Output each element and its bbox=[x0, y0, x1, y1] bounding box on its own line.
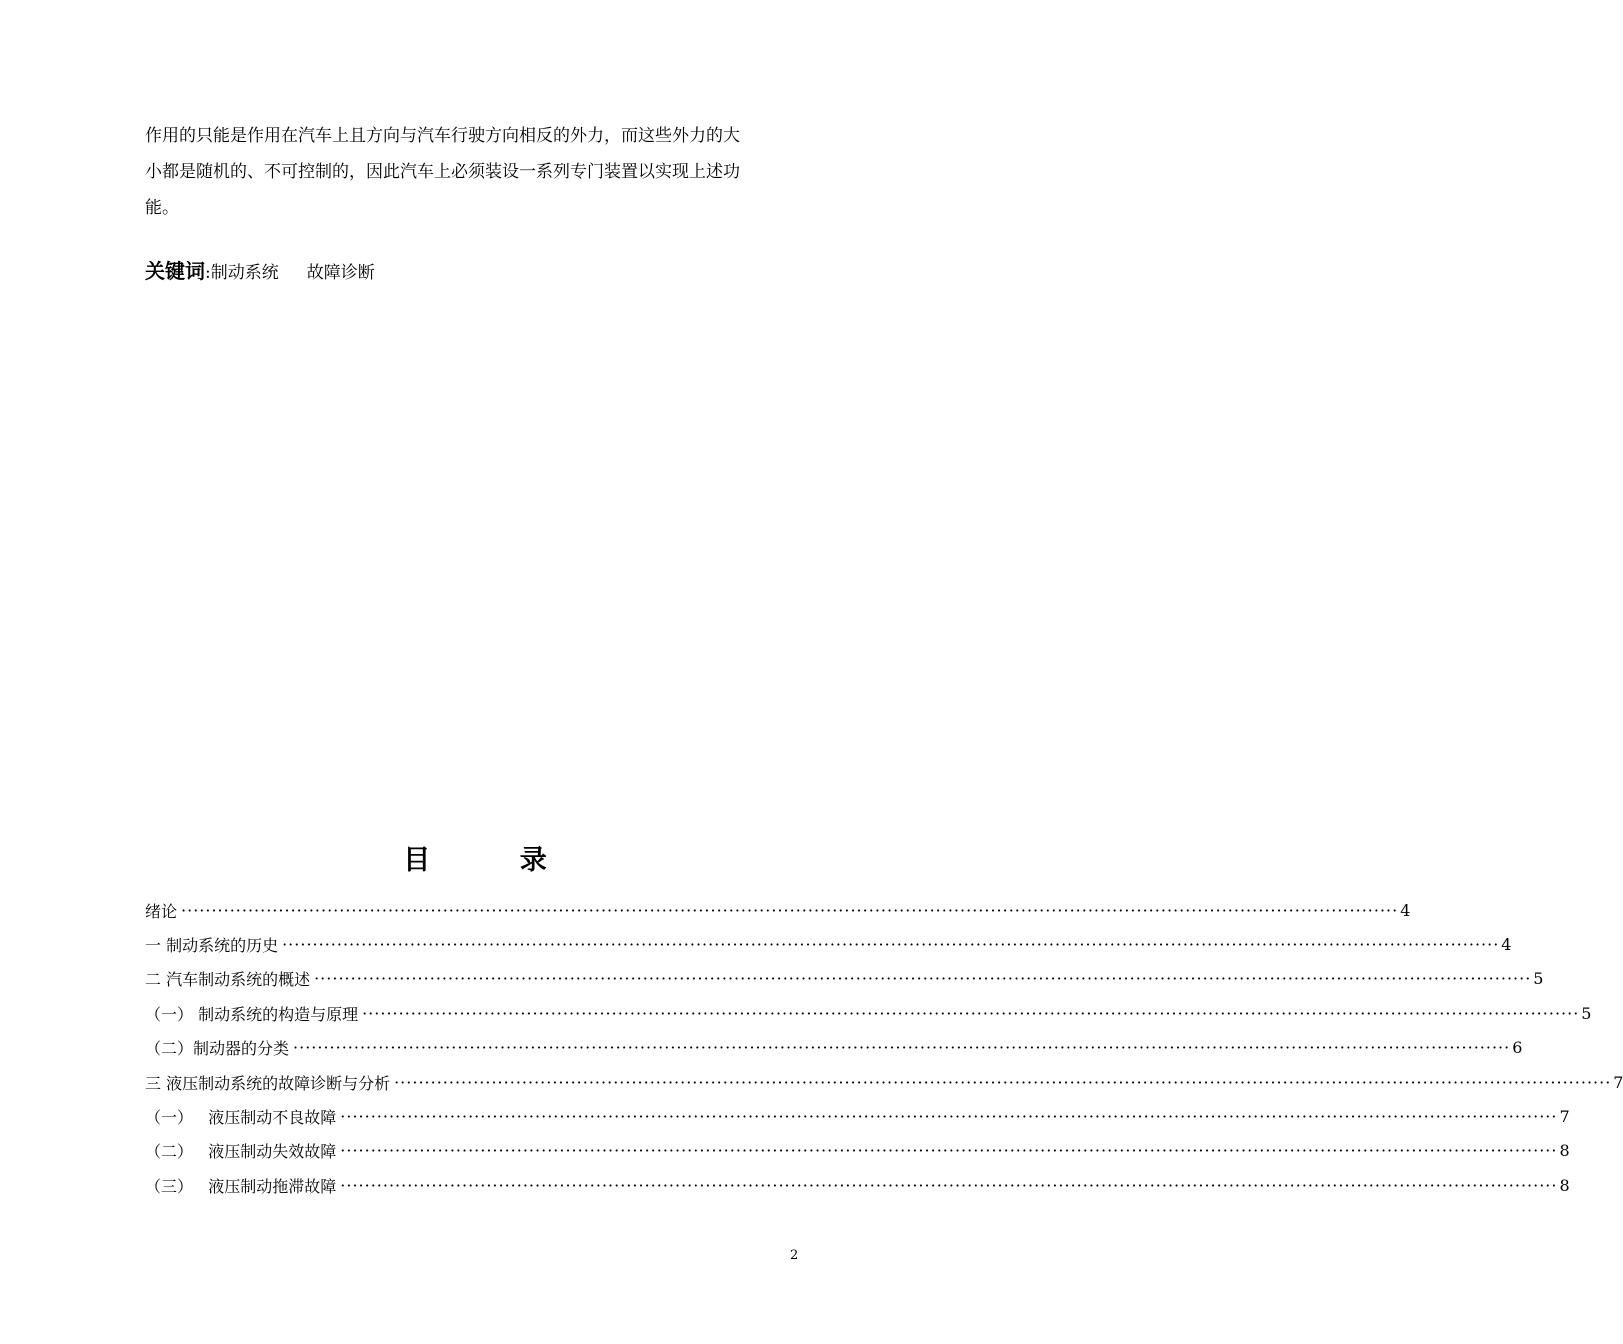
toc-dot-leader: ········································································································································································································ bbox=[340, 1107, 1558, 1127]
toc-entry[interactable] bbox=[145, 1134, 1570, 1168]
toc-entry-label: 三 液压制动系统的故障诊断与分析 bbox=[145, 1073, 391, 1093]
keyword-fault-diagnosis: 故障诊断 bbox=[306, 263, 375, 283]
toc-dot-leader: ········································································································································································································ bbox=[314, 969, 1532, 989]
toc-entry-page: 7 bbox=[1559, 1107, 1570, 1127]
toc-entry-page: 8 bbox=[1559, 1141, 1570, 1161]
toc-entry-page: 8 bbox=[1559, 1175, 1570, 1195]
toc-entry-label: 绪论 bbox=[145, 901, 178, 921]
keyword-braking-system: 制动系统 bbox=[210, 263, 279, 283]
toc-dot-leader: ········································································································································································································ bbox=[340, 1175, 1558, 1195]
toc-dot-leader: ········································································································································································································ bbox=[362, 1003, 1580, 1023]
keywords bbox=[145, 255, 375, 284]
keywords-label: 关键词 bbox=[145, 259, 205, 283]
keywords-colon: : bbox=[205, 263, 211, 283]
toc-entry-label: （二）制动器的分类 bbox=[145, 1039, 290, 1059]
toc-entry[interactable] bbox=[145, 996, 1592, 1030]
page-number: 2 bbox=[790, 1248, 799, 1263]
toc-entry-label: （三） 液压制动拖滞故障 bbox=[145, 1176, 337, 1196]
toc-entry-page: 4 bbox=[1501, 935, 1512, 955]
abstract-line-1: 作用的只能是作用在汽车上且方向与汽车行驶方向相反的外力，而这些外力的大 bbox=[145, 126, 740, 146]
toc-entry-page: 5 bbox=[1533, 969, 1544, 989]
toc-entry-label: （一） 制动系统的构造与原理 bbox=[145, 1004, 359, 1024]
toc-entry-page: 6 bbox=[1512, 1038, 1523, 1058]
toc-dot-leader: ········································································································································································································ bbox=[181, 900, 1399, 920]
toc-entry-page: 5 bbox=[1581, 1003, 1592, 1023]
toc-entry-label: 一 制动系统的历史 bbox=[145, 936, 279, 956]
toc-dot-leader: ········································································································································································································ bbox=[340, 1141, 1558, 1161]
abstract-line-2: 小都是随机的、不可控制的，因此汽车上必须装设一系列专门装置以实现上述功 bbox=[145, 162, 740, 182]
toc-title: 目 录 bbox=[403, 845, 587, 876]
toc-entry-label: （二） 液压制动失效故障 bbox=[145, 1142, 337, 1162]
toc-entry[interactable] bbox=[145, 1168, 1570, 1202]
toc-entry[interactable] bbox=[145, 1065, 1623, 1099]
toc-entry[interactable] bbox=[145, 893, 1411, 927]
toc-entry-page: 7 bbox=[1613, 1072, 1623, 1092]
toc-entry[interactable] bbox=[145, 927, 1512, 961]
toc-dot-leader: ········································································································································································································ bbox=[282, 935, 1500, 955]
toc-dot-leader: ········································································································································································································ bbox=[293, 1038, 1511, 1058]
toc-entry[interactable] bbox=[145, 1031, 1523, 1065]
table-of-contents bbox=[145, 893, 1623, 1203]
toc-entry[interactable] bbox=[145, 1099, 1570, 1133]
toc-entry-label: 二 汽车制动系统的概述 bbox=[145, 970, 311, 990]
abstract-line-3: 能。 bbox=[145, 198, 179, 218]
toc-entry[interactable] bbox=[145, 962, 1544, 996]
toc-dot-leader: ········································································································································································································ bbox=[394, 1072, 1612, 1092]
toc-entry-page: 4 bbox=[1400, 900, 1411, 920]
toc-entry-label: （一） 液压制动不良故障 bbox=[145, 1108, 337, 1128]
